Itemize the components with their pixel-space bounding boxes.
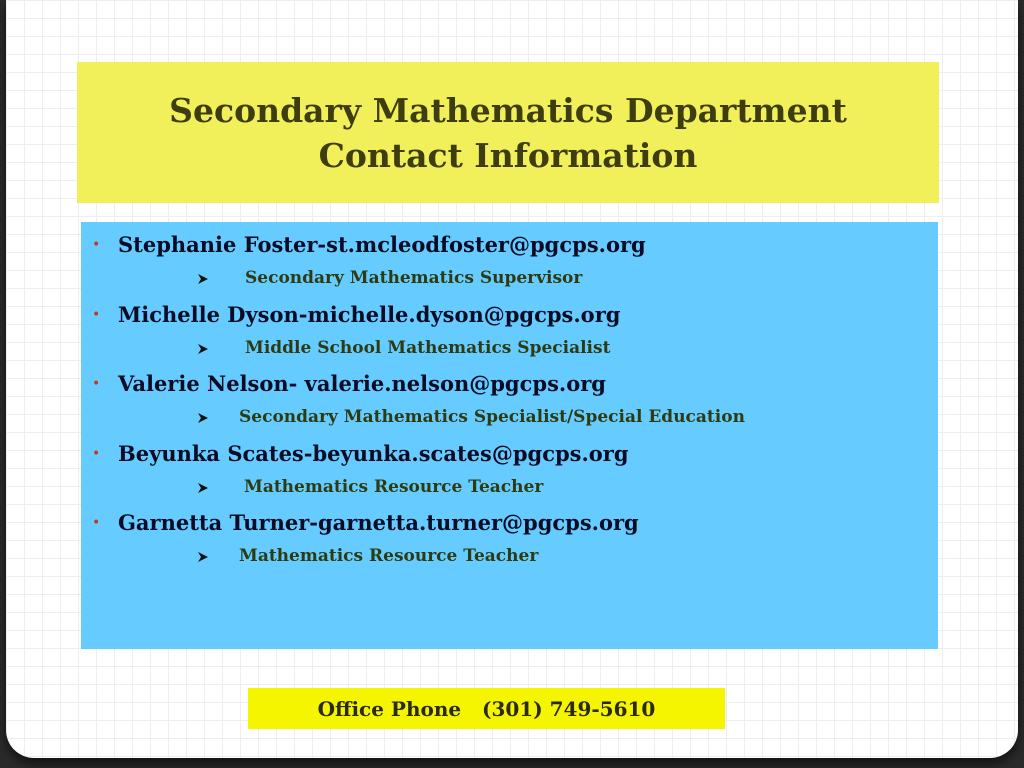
contact-list xyxy=(81,222,938,649)
contact-role: Secondary Mathematics Specialist/Special Education xyxy=(239,407,745,427)
arrow-bullet-icon xyxy=(197,343,209,355)
contact-role: Mathematics Resource Teacher xyxy=(239,546,539,566)
role-row xyxy=(81,543,938,569)
contact-role: Middle School Mathematics Specialist xyxy=(245,338,611,358)
contact-role: Mathematics Resource Teacher xyxy=(244,477,544,497)
bullet-dot-icon: • xyxy=(92,376,101,392)
bullet-dot-icon: • xyxy=(92,515,101,531)
page-title-line-2: Contact Information xyxy=(318,135,698,175)
contact-role: Secondary Mathematics Supervisor xyxy=(245,268,583,288)
role-row xyxy=(81,404,938,430)
contact-name-email: Garnetta Turner-garnetta.turner@pgcps.org xyxy=(118,510,639,535)
bullet-dot-icon: • xyxy=(92,446,101,462)
arrow-bullet-icon xyxy=(197,412,209,424)
contact-name-email: Valerie Nelson- valerie.nelson@pgcps.org xyxy=(118,371,606,396)
contact-name-email: Michelle Dyson-michelle.dyson@pgcps.org xyxy=(118,302,621,327)
bullet-dot-icon: • xyxy=(92,237,101,253)
arrow-bullet-icon xyxy=(197,273,209,285)
contact-row xyxy=(81,299,938,331)
contact-name-email: Beyunka Scates-beyunka.scates@pgcps.org xyxy=(118,441,629,466)
contact-row xyxy=(81,438,938,470)
page-title-line-1: Secondary Mathematics Department xyxy=(169,90,847,130)
office-phone-box xyxy=(248,688,725,729)
arrow-bullet-icon xyxy=(197,482,209,494)
title-box xyxy=(77,62,939,203)
contact-name-email: Stephanie Foster-st.mcleodfoster@pgcps.org xyxy=(118,232,646,257)
role-row xyxy=(81,265,938,291)
contact-row xyxy=(81,368,938,400)
contact-row xyxy=(81,507,938,539)
contact-row xyxy=(81,229,938,261)
slide xyxy=(6,0,1018,758)
arrow-bullet-icon xyxy=(197,551,209,563)
role-row xyxy=(81,335,938,361)
bullet-dot-icon: • xyxy=(92,307,101,323)
office-phone-text: Office Phone (301) 749-5610 xyxy=(317,696,656,721)
role-row xyxy=(81,474,938,500)
